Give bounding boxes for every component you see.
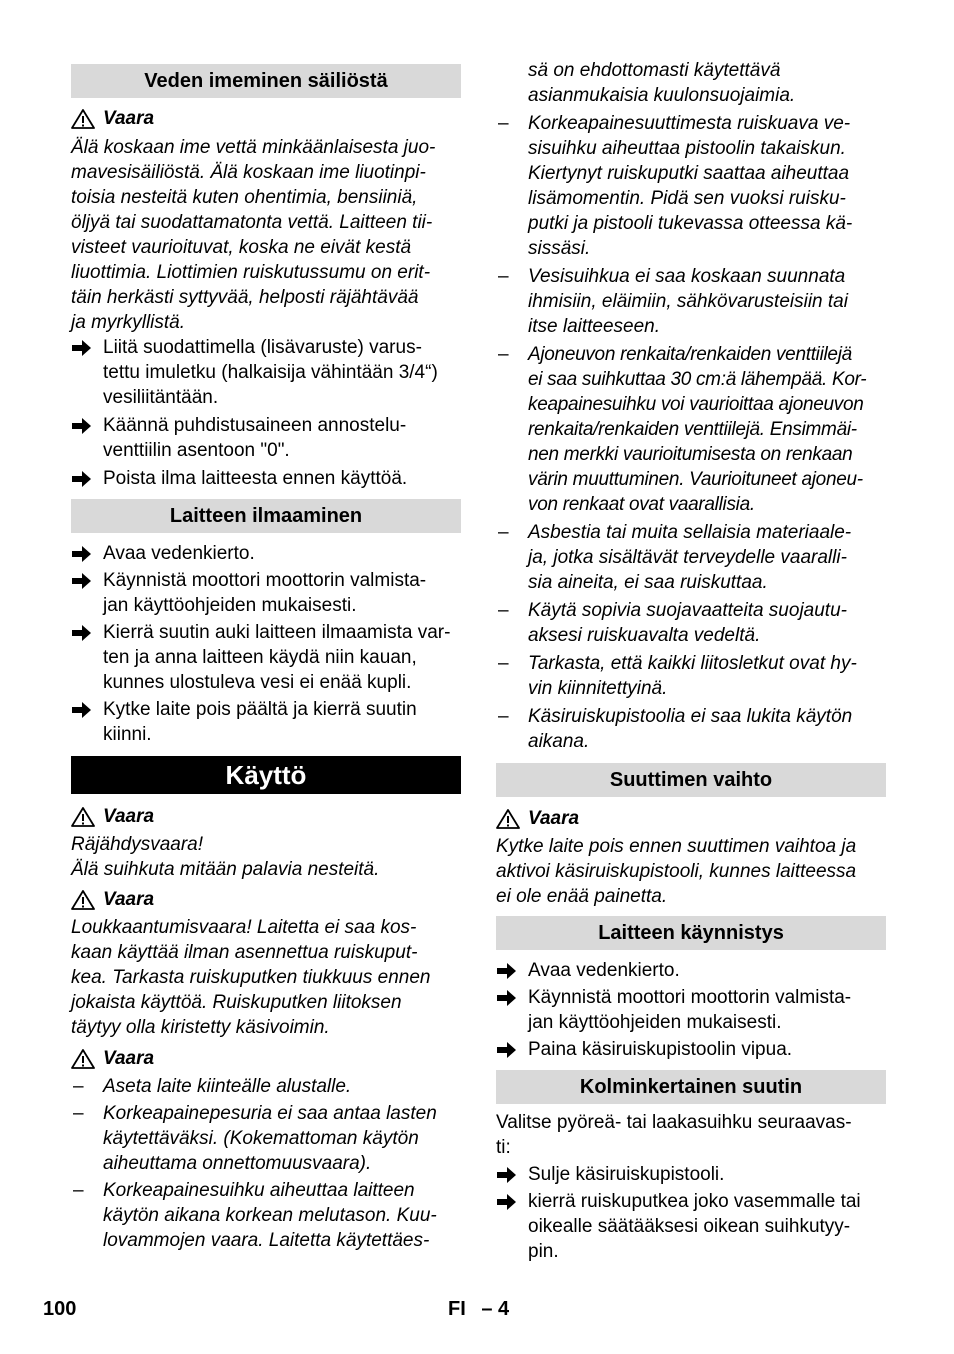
warning-2-text — [71, 832, 461, 882]
text-line: Älä koskaan ime vettä minkäänlaisesta juo- — [71, 137, 436, 158]
warning-label: Vaara — [103, 806, 155, 827]
step-item — [71, 413, 461, 463]
text-line: sissäsi. — [528, 238, 591, 259]
text-line: öljyä tai suodattamatonta vettä. Laitteen tii- — [71, 212, 433, 233]
dash-item — [496, 651, 886, 701]
heading-suction: Veden imeminen säiliöstä — [71, 64, 461, 98]
heading-nozzle: Suuttimen vaihto — [496, 763, 886, 797]
warning-triangle-icon — [496, 809, 520, 829]
text-line: lisämomentin. Pidä sen vuoksi ruisku- — [528, 188, 846, 209]
warning-3 — [71, 887, 461, 913]
text-line: ei saa suihkuttaa 30 cm:ä lähempää. Kor- — [528, 369, 867, 390]
text-line: lovammojen vaara. Laitetta käytettäes- — [103, 1230, 430, 1251]
arrow-right-icon — [496, 1192, 518, 1212]
text-line: kunnes ulostuleva vesi ei enää kupli. — [103, 672, 412, 693]
heading-operation: Käyttö — [71, 756, 461, 794]
left-column — [71, 0, 461, 1253]
arrow-right-icon — [71, 416, 93, 436]
text-line: pin. — [528, 1241, 559, 1262]
text-line: ei ole enää painetta. — [496, 886, 668, 907]
dash-bullet: – — [498, 706, 509, 727]
text-line: Käynnistä moottori moottorin valmista- — [528, 987, 852, 1008]
section-number: – 4 — [481, 1298, 510, 1320]
text-line: jan käyttöohjeiden mukaisesti. — [103, 595, 357, 616]
warning-1-text — [71, 135, 461, 335]
text-line: toisia nesteitä kuten ohentimia, bensiiniä, — [71, 187, 418, 208]
dash-item — [496, 598, 886, 648]
text-line: jan käyttöohjeiden mukaisesti. — [528, 1012, 782, 1033]
step-item — [496, 1162, 886, 1187]
text-line: Kytke laite pois ennen suuttimen vaihtoa ja — [496, 836, 857, 857]
text-line: Sulje käsiruiskupistooli. — [528, 1164, 725, 1185]
arrow-right-icon — [71, 544, 93, 564]
arrow-right-icon — [496, 961, 518, 981]
language-code: FI — [448, 1298, 466, 1320]
text-line: Käsiruiskupistoolia ei saa lukita käytön — [528, 706, 853, 727]
dash-bullet: – — [73, 1076, 84, 1097]
text-line: ja, jotka sisältävät terveydelle vaaralli- — [528, 547, 847, 568]
text-line: kea. Tarkasta ruiskuputken tiukkuus ennen — [71, 967, 431, 988]
dash-item — [496, 520, 886, 595]
warning-triangle-icon — [71, 1049, 95, 1069]
text-line: Käytä sopivia suojavaatteita suojautu- — [528, 600, 847, 621]
arrow-right-icon — [496, 1040, 518, 1060]
footer-language-section — [448, 1297, 509, 1322]
dash-bullet: – — [498, 653, 509, 674]
warning-label: Vaara — [528, 808, 580, 829]
dash-continuation — [496, 58, 886, 108]
dash-item — [496, 704, 886, 754]
dash-bullet: – — [498, 522, 509, 543]
text-line: Avaa vedenkierto. — [103, 543, 255, 564]
page-number: 100 — [43, 1298, 77, 1320]
text-line: vin kiinnitettyinä. — [528, 678, 668, 699]
arrow-right-icon — [71, 469, 93, 489]
text-line: Kytke laite pois päältä ja kierrä suutin — [103, 699, 417, 720]
text-line: ihmisiin, eläimiin, sähkövarusteisiin tai — [528, 291, 848, 312]
text-line: ti: — [496, 1137, 511, 1158]
text-line: oikealle säätääksesi oikean suihkutyy- — [528, 1216, 851, 1237]
text-line: Paina käsiruiskupistoolin vipua. — [528, 1039, 793, 1060]
arrow-right-icon — [496, 988, 518, 1008]
step-item — [496, 1189, 886, 1264]
arrow-right-icon — [71, 338, 93, 358]
dash-item — [496, 342, 886, 517]
text-line: ja myrkyllistä. — [71, 312, 186, 333]
text-line: asianmukaisia kuulonsuojaimia. — [528, 85, 796, 106]
text-line: Korkeapainepesuria ei saa antaa lasten — [103, 1103, 437, 1124]
text-line: tettu imuletku (halkaisija vähintään 3/4“) — [103, 362, 438, 383]
text-line: aikana. — [528, 731, 590, 752]
dash-item — [496, 111, 886, 261]
heading-start: Laitteen käynnistys — [496, 916, 886, 950]
warning-3-text — [71, 915, 461, 1040]
dash-item — [71, 1178, 461, 1253]
text-line: aiheuttama onnettomuusvaara). — [103, 1153, 372, 1174]
warning-5-text — [496, 834, 886, 909]
warning-1 — [71, 106, 461, 132]
text-line: kaan käyttää ilman asennettua ruiskuput- — [71, 942, 418, 963]
step-item — [71, 568, 461, 618]
text-line: Asbestia tai muita sellaisia materiaale- — [528, 522, 852, 543]
text-line: täin herkästi syttyvää, helposti räjähtävää — [71, 287, 419, 308]
warning-5 — [496, 806, 886, 832]
text-line: Vesisuihkua ei saa koskaan suunnata — [528, 266, 846, 287]
text-line: täytyy olla kiristetty käsivoimin. — [71, 1017, 330, 1038]
text-line: Korkeapainesuihku aiheuttaa laitteen — [103, 1180, 415, 1201]
text-line: sä on ehdottomasti käytettävä — [528, 60, 781, 81]
text-line: Älä suihkuta mitään palavia nesteitä. — [71, 859, 380, 880]
dash-item — [71, 1101, 461, 1176]
text-line: sisuihku aiheuttaa pistoolin takaiskun. — [528, 138, 846, 159]
text-line: käytettäväksi. (Kokemattoman käytön — [103, 1128, 419, 1149]
dash-bullet: – — [498, 344, 509, 365]
warning-label: Vaara — [103, 889, 155, 910]
text-line: ten ja anna laitteen käydä niin kauan, — [103, 647, 417, 668]
text-line: visteet vaurioituvat, koska ne eivät kestä — [71, 237, 412, 258]
text-line: Poista ilma laitteesta ennen käyttöä. — [103, 468, 408, 489]
text-line: Korkeapainesuuttimesta ruiskuava ve- — [528, 113, 851, 134]
text-line: Käynnistä moottori moottorin valmista- — [103, 570, 427, 591]
text-line: Kierrä suutin auki laitteen ilmaamista var- — [103, 622, 451, 643]
text-line: kiinni. — [103, 724, 152, 745]
step-item — [496, 985, 886, 1035]
step-item — [71, 541, 461, 566]
step-item — [71, 620, 461, 695]
text-line: aktivoi käsiruiskupistooli, kunnes laitteessa — [496, 861, 857, 882]
warning-label: Vaara — [103, 108, 155, 129]
warning-triangle-icon — [71, 807, 95, 827]
step-item — [496, 1037, 886, 1062]
step-item — [496, 958, 886, 983]
text-line: nen merkki vaurioitumisesta on renkaan — [528, 444, 853, 465]
dash-bullet: – — [498, 266, 509, 287]
warning-triangle-icon — [71, 109, 95, 129]
text-line: itse laitteeseen. — [528, 316, 661, 337]
text-line: vesiliitäntään. — [103, 387, 219, 408]
heading-triple-nozzle: Kolminkertainen suutin — [496, 1070, 886, 1104]
text-line: Loukkaantumisvaara! Laitetta ei saa kos- — [71, 917, 417, 938]
text-line: värin muuttuminen. Vaurioituneet ajoneu- — [528, 469, 863, 490]
text-line: Avaa vedenkierto. — [528, 960, 680, 981]
text-line: Valitse pyöreä- tai laakasuihku seuraavas- — [496, 1112, 852, 1133]
warning-2 — [71, 804, 461, 830]
text-line: kierrä ruiskuputkea joko vasemmalle tai — [528, 1191, 861, 1212]
step-item — [71, 697, 461, 747]
warning-triangle-icon — [71, 890, 95, 910]
text-line: Tarkasta, että kaikki liitosletkut ovat hy- — [528, 653, 857, 674]
text-line: Räjähdysvaara! — [71, 834, 204, 855]
text-line: keapainesuihku voi vaurioittaa ajoneuvon — [528, 394, 864, 415]
dash-bullet: – — [73, 1103, 84, 1124]
text-line: käytön aikana korkean melutason. Kuu- — [103, 1205, 437, 1226]
dash-bullet: – — [498, 600, 509, 621]
arrow-right-icon — [496, 1165, 518, 1185]
arrow-right-icon — [71, 571, 93, 591]
text-line: Aseta laite kiinteälle alustalle. — [103, 1076, 352, 1097]
triple-text — [496, 1110, 886, 1160]
text-line: Kiertynyt ruiskuputki saattaa aiheuttaa — [528, 163, 850, 184]
arrow-right-icon — [71, 623, 93, 643]
step-item — [71, 335, 461, 410]
text-line: aksesi ruiskuavalta vedeltä. — [528, 625, 761, 646]
arrow-right-icon — [71, 700, 93, 720]
dash-item — [71, 1074, 461, 1099]
heading-bleed: Laitteen ilmaaminen — [71, 499, 461, 533]
text-line: Ajoneuvon renkaita/renkaiden venttiilejä — [528, 344, 852, 365]
text-line: mavesisäiliöstä. Älä koskaan ime liuotinpi- — [71, 162, 426, 183]
right-column — [496, 0, 886, 1264]
dash-item — [496, 264, 886, 339]
dash-bullet: – — [73, 1180, 84, 1201]
text-line: liuottimia. Liottimien ruiskutussumu on erit- — [71, 262, 431, 283]
dash-bullet: – — [498, 113, 509, 134]
text-line: von renkaat ovat vaarallisia. — [528, 494, 755, 515]
warning-4 — [71, 1046, 461, 1072]
warning-label: Vaara — [103, 1048, 155, 1069]
text-line: jokaista käyttöä. Ruiskuputken liitoksen — [71, 992, 402, 1013]
text-line: renkaita/renkaiden venttiilejä. Ensimmäi- — [528, 419, 857, 440]
text-line: Käännä puhdistusaineen annostelu- — [103, 415, 407, 436]
step-item — [71, 466, 461, 491]
text-line: sia aineita, ei saa ruiskuttaa. — [528, 572, 768, 593]
text-line: venttiilin asentoon "0". — [103, 440, 290, 461]
text-line: Liitä suodattimella (lisävaruste) varus- — [103, 337, 422, 358]
text-line: putki ja pistooli tukevassa otteessa kä- — [528, 213, 853, 234]
